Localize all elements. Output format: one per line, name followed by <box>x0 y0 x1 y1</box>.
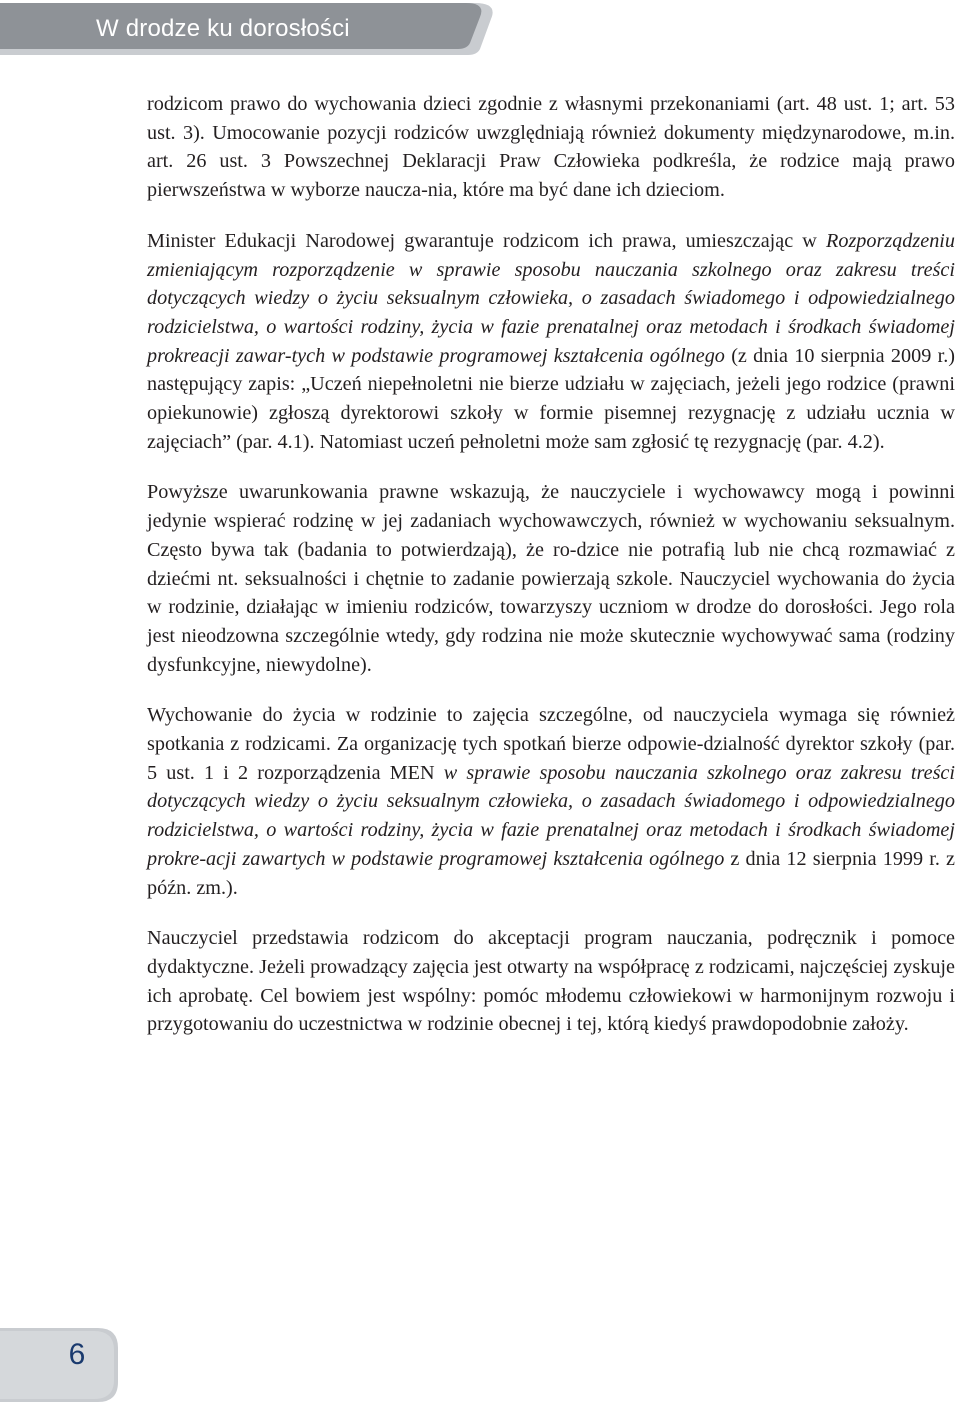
italic-citation: Rozporządzeniu zmieniającym rozporządzenie w sprawie sposobu nauczania szkolnego oraz zakresu treści dotyczących wiedzy o życiu seksualnym człowieka, o zasadach świadomego i odpowiedzialnego rodzicielstwa, o wartości rodziny, życia w fazie prenatalnej oraz metodach i środkach świadomej prokreacji zawar-tych w podstawie programowej kształcenia ogólnego <box>147 229 955 367</box>
body-text <box>147 90 955 1061</box>
italic-citation: w sprawie sposobu nauczania szkolnego oraz zakresu treści dotyczących wiedzy o życiu seksualnym człowieka, o zasadach świadomego i odpowiedzialnego rodzicielstwa, o wartości rodziny, życia w fazie prenatalnej oraz metodach i środkach świadomej prokre-acji zawartych w podstawie programowej kształcenia ogólnego <box>147 761 955 870</box>
paragraph-1 <box>147 90 955 205</box>
text-run: Minister Edukacji Narodowej gwarantuje rodzicom ich prawa, umieszczając w <box>147 229 827 252</box>
text-run: Nauczyciel przedstawia rodzicom do akceptacji program nauczania, podręcznik i pomoce dydaktyczne. Jeżeli prowadzący zajęcia jest otwarty na współpracę z rodzicami, najczęściej zyskuje ich aprobatę. Cel bowiem jest wspólny: pomóc młodemu człowiekowi w harmonijnym rozwoju i przygotowaniu do uczestnictwa w rodzinie obecnej i tej, którą kiedyś prawdopodobnie założy. <box>147 927 955 1036</box>
paragraph-3 <box>147 478 955 679</box>
paragraph-4 <box>147 701 955 902</box>
text-run: Powyższe uwarunkowania prawne wskazują, że nauczyciele i wychowawcy mogą i powinni jedynie wspierać rodzinę w jej zadaniach wychowawczych, również w wychowaniu seksualnym. Często bywa tak (badania to potwierdzają), że ro-dzice nie potrafią lub nie chcą rozmawiać z dziećmi nt. seksualności i chętnie to zadanie powierzają szkole. Nauczyciel wychowania do życia w rodzinie, działając w imieniu rodziców, towarzyszy uczniom w drodze do dorosłości. Jego rola jest nieodzowna szczególnie wtedy, gdy rodzina nie może skutecznie wychowywać sama (rodziny dysfunkcyjne, niewydolne). <box>147 481 955 676</box>
text-run: (z dnia 10 sierpnia 2009 r.) następujący zapis: „Uczeń niepełnoletni nie bierze udziału w zajęciach, jeżeli jego rodzice (prawni opiekunowie) zgłoszą dyrektorowi szkoły w formie pisemnej rezygnację z udziału ucznia w zajęciach” (par. 4.1). Natomiast uczeń pełnoletni może sam zgłosić tę rezygnację (par. 4.2). <box>147 344 955 453</box>
text-run: Wychowanie do życia w rodzinie to zajęcia szczególne, od nauczyciela wymaga się również spotkania z rodzicami. Za organizację tych spotkań bierze odpowie-dzialność dyrektor szkoły (par. 5 ust. 1 i 2 rozporządzenia MEN <box>147 704 955 784</box>
chapter-header-bar <box>0 3 498 55</box>
text-run: rodzicom prawo do wychowania dzieci zgodnie z własnymi przekonaniami (art. 48 ust. 1; art. 53 ust. 3). Umocowanie pozycji rodziców uwzględniają również dokumenty międzynarodowe, m.in. art. 26 ust. 3 Powszechnej Deklaracji Praw Człowieka podkreśla, że rodzice mają prawo pierwszeństwa w wyborze naucza-nia, które ma być dane ich dzieciom. <box>147 93 955 202</box>
page-number: 6 <box>68 1338 86 1371</box>
chapter-title: W drodze ku dorosłości <box>96 15 350 42</box>
paragraph-2 <box>147 227 955 457</box>
paragraph-5 <box>147 924 955 1039</box>
text-run: z dnia 12 sierpnia 1999 r. z późn. zm.). <box>147 847 955 899</box>
